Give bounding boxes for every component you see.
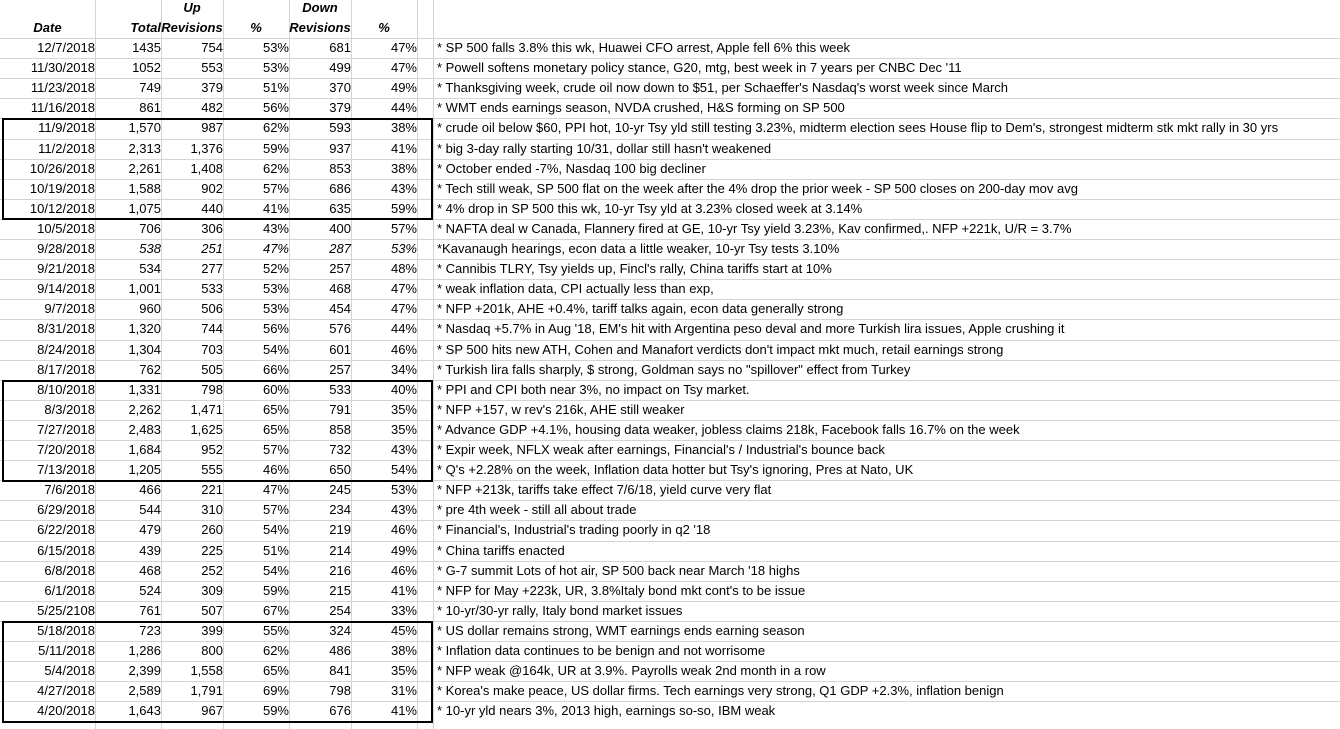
table-row xyxy=(0,58,1340,78)
total-cell[interactable]: 524 xyxy=(139,583,161,598)
up-pct-cell[interactable]: 47% xyxy=(262,241,289,256)
table-row xyxy=(0,259,1340,279)
down-revisions-cell[interactable]: 593 xyxy=(329,120,351,135)
total-cell[interactable]: 1,331 xyxy=(128,382,161,397)
note-cell[interactable]: *Kavanaugh hearings, econ data a little weaker, 10-yr Tsy tests 3.10% xyxy=(437,241,840,256)
up-revisions-cell[interactable]: 440 xyxy=(201,201,223,216)
down-revisions-cell[interactable]: 601 xyxy=(329,342,351,357)
total-cell[interactable]: 1,075 xyxy=(128,201,161,216)
up-pct-cell[interactable]: 66% xyxy=(262,362,289,377)
down-revisions-cell[interactable]: 215 xyxy=(329,583,351,598)
up-revisions-cell[interactable]: 505 xyxy=(201,362,223,377)
group-border xyxy=(2,380,433,482)
total-cell[interactable]: 1,684 xyxy=(128,442,161,457)
up-pct-cell[interactable]: 69% xyxy=(262,683,289,698)
table-row xyxy=(0,98,1340,118)
up-revisions-cell[interactable]: 225 xyxy=(201,543,223,558)
total-cell[interactable]: 2,483 xyxy=(128,422,161,437)
note-cell[interactable]: * 10-yr/30-yr rally, Italy bond market issues xyxy=(437,603,683,618)
up-revisions-cell[interactable]: 987 xyxy=(201,120,223,135)
down-pct-cell[interactable]: 59% xyxy=(390,201,417,216)
date-cell[interactable]: 7/27/2018 xyxy=(37,422,95,437)
note-cell[interactable]: * Powell softens monetary policy stance, G20, mtg, best week in 7 years per CNBC Dec '11 xyxy=(437,60,962,75)
date-cell[interactable]: 6/29/2018 xyxy=(37,502,95,517)
down-pct-cell[interactable]: 43% xyxy=(390,442,417,457)
up-pct-cell[interactable]: 53% xyxy=(262,301,289,316)
total-cell[interactable]: 2,262 xyxy=(128,402,161,417)
down-pct-cell[interactable]: 35% xyxy=(390,422,417,437)
date-cell[interactable]: 4/20/2018 xyxy=(37,703,95,718)
up-pct-cell[interactable]: 59% xyxy=(262,141,289,156)
up-revisions-cell[interactable]: 1,376 xyxy=(190,141,223,156)
up-pct-cell[interactable]: 54% xyxy=(262,522,289,537)
total-cell[interactable]: 439 xyxy=(139,543,161,558)
down-revisions-cell[interactable]: 287 xyxy=(329,241,351,256)
up-pct-cell[interactable]: 57% xyxy=(262,181,289,196)
down-revisions-cell[interactable]: 853 xyxy=(329,161,351,176)
up-pct-cell[interactable]: 54% xyxy=(262,342,289,357)
date-cell[interactable]: 11/16/2018 xyxy=(30,100,95,115)
up-revisions-cell[interactable]: 379 xyxy=(201,80,223,95)
total-cell[interactable]: 1,570 xyxy=(128,120,161,135)
table-row xyxy=(0,520,1340,540)
table-row xyxy=(0,601,1340,621)
down-pct-cell[interactable]: 44% xyxy=(390,100,417,115)
down-header-top: Down xyxy=(302,0,338,15)
table-row xyxy=(0,299,1340,319)
date-cell[interactable]: 6/22/2018 xyxy=(37,522,95,537)
down-revisions-cell[interactable]: 234 xyxy=(329,502,351,517)
note-cell[interactable]: * SP 500 falls 3.8% this wk, Huawei CFO arrest, Apple fell 6% this week xyxy=(437,40,851,55)
date-cell[interactable]: 9/14/2018 xyxy=(37,281,95,296)
up-pct-cell[interactable]: 67% xyxy=(262,603,289,618)
note-cell[interactable]: * Korea's make peace, US dollar firms. Tech earnings very strong, Q1 GDP +2.3%, inflation benign xyxy=(437,683,1004,698)
up-pct-cell[interactable]: 53% xyxy=(262,40,289,55)
up-pct-cell[interactable]: 54% xyxy=(262,563,289,578)
down-pct-cell[interactable]: 47% xyxy=(390,281,417,296)
up-revisions-cell[interactable]: 506 xyxy=(201,301,223,316)
up-revisions-cell[interactable]: 260 xyxy=(201,522,223,537)
total-cell[interactable]: 479 xyxy=(139,522,161,537)
up-revisions-cell[interactable]: 309 xyxy=(201,583,223,598)
note-cell[interactable]: * US dollar remains strong, WMT earnings ends earning season xyxy=(437,623,805,638)
date-cell[interactable]: 7/13/2018 xyxy=(37,462,95,477)
down-revisions-cell[interactable]: 499 xyxy=(329,60,351,75)
date-cell[interactable]: 8/31/2018 xyxy=(37,321,95,336)
note-cell[interactable]: * China tariffs enacted xyxy=(437,543,565,558)
down-revisions-cell[interactable]: 635 xyxy=(329,201,351,216)
up-pct-cell[interactable]: 62% xyxy=(262,161,289,176)
down-pct-cell[interactable]: 48% xyxy=(390,261,417,276)
date-cell[interactable]: 8/3/2018 xyxy=(44,402,95,417)
note-cell[interactable]: * NFP +201k, AHE +0.4%, tariff talks again, econ data generally strong xyxy=(437,301,844,316)
note-cell[interactable]: * 4% drop in SP 500 this wk, 10-yr Tsy yld at 3.23% closed week at 3.14% xyxy=(437,201,863,216)
date-cell[interactable]: 11/2/2018 xyxy=(38,141,95,156)
total-cell[interactable]: 761 xyxy=(139,603,161,618)
total-cell[interactable]: 1,304 xyxy=(128,342,161,357)
header-row-top xyxy=(0,0,1340,18)
down-revisions-cell[interactable]: 468 xyxy=(329,281,351,296)
down-pct-cell[interactable]: 35% xyxy=(390,402,417,417)
down-pct-cell[interactable]: 45% xyxy=(390,623,417,638)
table-row xyxy=(0,239,1340,259)
date-cell[interactable]: 9/7/2018 xyxy=(44,301,95,316)
table-row xyxy=(0,279,1340,299)
note-cell[interactable]: * NFP weak @164k, UR at 3.9%. Payrolls weak 2nd month in a row xyxy=(437,663,826,678)
note-cell[interactable]: * crude oil below $60, PPI hot, 10-yr Tsy yld still testing 3.23%, midterm election sees House flip to Dem's, strongest midterm stk mkt rally in 30 yrs xyxy=(437,120,1279,135)
up-pct-cell[interactable]: 55% xyxy=(262,623,289,638)
down-revisions-cell[interactable]: 400 xyxy=(329,221,351,236)
down-revisions-cell[interactable]: 533 xyxy=(329,382,351,397)
up-revisions-cell[interactable]: 967 xyxy=(201,703,223,718)
up-revisions-cell[interactable]: 1,558 xyxy=(190,663,223,678)
date-cell[interactable]: 11/9/2018 xyxy=(38,120,95,135)
down-revisions-cell[interactable]: 454 xyxy=(329,301,351,316)
date-cell[interactable]: 10/26/2018 xyxy=(29,161,95,176)
up-revisions-cell[interactable]: 221 xyxy=(201,482,223,497)
note-cell[interactable]: * Advance GDP +4.1%, housing data weaker, jobless claims 218k, Facebook falls 16.7% on the week xyxy=(437,422,1020,437)
date-cell[interactable]: 6/8/2018 xyxy=(44,563,95,578)
down-revisions-cell[interactable]: 379 xyxy=(329,100,351,115)
down-revisions-cell[interactable]: 214 xyxy=(329,543,351,558)
total-cell[interactable]: 1435 xyxy=(132,40,161,55)
down-pct-cell[interactable]: 47% xyxy=(390,301,417,316)
down-pct-cell[interactable]: 41% xyxy=(390,703,417,718)
total-cell[interactable]: 749 xyxy=(139,80,161,95)
down-pct-cell[interactable]: 46% xyxy=(390,342,417,357)
down-revisions-cell[interactable]: 254 xyxy=(329,603,351,618)
total-cell[interactable]: 1,001 xyxy=(128,281,161,296)
date-cell[interactable]: 5/25/2108 xyxy=(37,603,95,618)
note-cell[interactable]: * NFP +213k, tariffs take effect 7/6/18, yield curve very flat xyxy=(437,482,772,497)
total-cell[interactable]: 706 xyxy=(139,221,161,236)
total-cell[interactable]: 466 xyxy=(139,482,161,497)
total-cell[interactable]: 960 xyxy=(139,301,161,316)
total-cell[interactable]: 1,643 xyxy=(128,703,161,718)
table-row xyxy=(0,541,1340,561)
down-revisions-header[interactable]: Revisions xyxy=(289,20,351,35)
up-revisions-cell[interactable]: 482 xyxy=(201,100,223,115)
date-cell[interactable]: 10/19/2018 xyxy=(29,181,95,196)
note-cell[interactable]: * Inflation data continues to be benign and not worrisome xyxy=(437,643,766,658)
down-pct-cell[interactable]: 35% xyxy=(390,663,417,678)
total-cell[interactable]: 544 xyxy=(139,502,161,517)
total-cell[interactable]: 534 xyxy=(139,261,161,276)
date-cell[interactable]: 5/4/2018 xyxy=(44,663,95,678)
up-revisions-cell[interactable]: 251 xyxy=(201,241,223,256)
down-pct-cell[interactable]: 49% xyxy=(390,543,417,558)
note-cell[interactable]: * 10-yr yld nears 3%, 2013 high, earnings so-so, IBM weak xyxy=(437,703,776,718)
up-revisions-cell[interactable]: 310 xyxy=(201,502,223,517)
table-row xyxy=(0,319,1340,339)
down-pct-cell[interactable]: 41% xyxy=(390,583,417,598)
note-cell[interactable]: * Cannibis TLRY, Tsy yields up, Fincl's rally, China tariffs start at 10% xyxy=(437,261,832,276)
up-pct-cell[interactable]: 59% xyxy=(262,583,289,598)
header-row xyxy=(0,18,1340,38)
up-revisions-cell[interactable]: 744 xyxy=(201,321,223,336)
date-cell[interactable]: 8/10/2018 xyxy=(37,382,95,397)
down-revisions-cell[interactable]: 650 xyxy=(329,462,351,477)
down-revisions-cell[interactable]: 791 xyxy=(329,402,351,417)
down-revisions-cell[interactable]: 676 xyxy=(329,703,351,718)
note-cell[interactable]: * NFP +157, w rev's 216k, AHE still weaker xyxy=(437,402,685,417)
down-revisions-cell[interactable]: 798 xyxy=(329,683,351,698)
up-pct-cell[interactable]: 47% xyxy=(262,482,289,497)
table-row xyxy=(0,561,1340,581)
up-pct-cell[interactable]: 51% xyxy=(262,80,289,95)
up-pct-cell[interactable]: 56% xyxy=(262,100,289,115)
note-cell[interactable]: * big 3-day rally starting 10/31, dollar still hasn't weakened xyxy=(437,141,772,156)
up-revisions-cell[interactable]: 1,625 xyxy=(190,422,223,437)
up-pct-cell[interactable]: 65% xyxy=(262,422,289,437)
note-cell[interactable]: * weak inflation data, CPI actually less than exp, xyxy=(437,281,714,296)
down-pct-cell[interactable]: 47% xyxy=(390,40,417,55)
up-revisions-cell[interactable]: 1,471 xyxy=(190,402,223,417)
up-revisions-cell[interactable]: 902 xyxy=(201,181,223,196)
note-cell[interactable]: * WMT ends earnings season, NVDA crushed, H&S forming on SP 500 xyxy=(437,100,845,115)
down-pct-cell[interactable]: 41% xyxy=(390,141,417,156)
up-pct-cell[interactable]: 41% xyxy=(262,201,289,216)
down-revisions-cell[interactable]: 324 xyxy=(329,623,351,638)
note-cell[interactable]: * NFP for May +223k, UR, 3.8%Italy bond mkt cont's to be issue xyxy=(437,583,806,598)
note-cell[interactable]: * Turkish lira falls sharply, $ strong, Goldman says no "spillover" effect from Turkey xyxy=(437,362,911,377)
down-pct-cell[interactable]: 40% xyxy=(390,382,417,397)
date-cell[interactable]: 7/20/2018 xyxy=(37,442,95,457)
total-cell[interactable]: 1,320 xyxy=(128,321,161,336)
up-revisions-cell[interactable]: 1,791 xyxy=(190,683,223,698)
total-cell[interactable]: 1,588 xyxy=(128,181,161,196)
up-revisions-cell[interactable]: 800 xyxy=(201,643,223,658)
note-cell[interactable]: * NAFTA deal w Canada, Flannery fired at GE, 10-yr Tsy yield 3.23%, Kav confirmed,. NFP +221k, U/R = 3.7% xyxy=(437,221,1072,236)
total-cell[interactable]: 2,589 xyxy=(128,683,161,698)
down-revisions-cell[interactable]: 732 xyxy=(329,442,351,457)
down-revisions-cell[interactable]: 219 xyxy=(329,522,351,537)
up-revisions-header[interactable]: Revisions xyxy=(161,20,223,35)
total-cell[interactable]: 1,286 xyxy=(128,643,161,658)
note-cell[interactable]: * G-7 summit Lots of hot air, SP 500 back near March '18 highs xyxy=(437,563,800,578)
total-cell[interactable]: 538 xyxy=(139,241,161,256)
down-pct-cell[interactable]: 57% xyxy=(390,221,417,236)
up-pct-cell[interactable]: 65% xyxy=(262,402,289,417)
up-pct-cell[interactable]: 46% xyxy=(262,462,289,477)
table-row xyxy=(0,480,1340,500)
down-pct-cell[interactable]: 53% xyxy=(390,482,417,497)
up-revisions-cell[interactable]: 533 xyxy=(201,281,223,296)
down-pct-cell[interactable]: 46% xyxy=(390,563,417,578)
total-cell[interactable]: 2,261 xyxy=(128,161,161,176)
down-pct-cell[interactable]: 34% xyxy=(390,362,417,377)
down-pct-cell[interactable]: 43% xyxy=(390,181,417,196)
date-cell[interactable]: 9/21/2018 xyxy=(37,261,95,276)
table-row xyxy=(0,219,1340,239)
table-row xyxy=(0,581,1340,601)
date-cell[interactable]: 6/15/2018 xyxy=(37,543,95,558)
note-cell[interactable]: * Q's +2.28% on the week, Inflation data hotter but Tsy's ignoring, Pres at Nato, UK xyxy=(437,462,914,477)
down-pct-cell[interactable]: 31% xyxy=(390,683,417,698)
up-revisions-cell[interactable]: 306 xyxy=(201,221,223,236)
note-cell[interactable]: * Expir week, NFLX weak after earnings, Financial's / Industrial's bounce back xyxy=(437,442,885,457)
up-pct-cell[interactable]: 62% xyxy=(262,643,289,658)
note-cell[interactable]: * Nasdaq +5.7% in Aug '18, EM's hit with Argentina peso deval and more Turkish lira issues, Apple crushing it xyxy=(437,321,1065,336)
date-cell[interactable]: 8/17/2018 xyxy=(37,362,95,377)
up-revisions-cell[interactable]: 703 xyxy=(201,342,223,357)
up-header-top: Up xyxy=(183,0,201,15)
up-pct-header[interactable]: % xyxy=(250,20,262,35)
down-revisions-cell[interactable]: 486 xyxy=(329,643,351,658)
down-pct-cell[interactable]: 49% xyxy=(390,80,417,95)
up-pct-cell[interactable]: 51% xyxy=(262,543,289,558)
up-pct-cell[interactable]: 65% xyxy=(262,663,289,678)
total-cell[interactable]: 861 xyxy=(139,100,161,115)
up-revisions-cell[interactable]: 754 xyxy=(201,40,223,55)
up-revisions-cell[interactable]: 277 xyxy=(201,261,223,276)
up-revisions-cell[interactable]: 252 xyxy=(201,563,223,578)
date-cell[interactable]: 8/24/2018 xyxy=(37,342,95,357)
up-revisions-cell[interactable]: 798 xyxy=(201,382,223,397)
note-cell[interactable]: * Thanksgiving week, crude oil now down to $51, per Schaeffer's Nasdaq's worst week since March xyxy=(437,80,1008,95)
down-revisions-cell[interactable]: 370 xyxy=(329,80,351,95)
date-cell[interactable]: 10/5/2018 xyxy=(37,221,95,236)
table-row xyxy=(0,360,1340,380)
total-cell[interactable]: 2,313 xyxy=(128,141,161,156)
up-pct-cell[interactable]: 59% xyxy=(262,703,289,718)
down-pct-cell[interactable]: 38% xyxy=(390,643,417,658)
note-cell[interactable]: * Financial's, Industrial's trading poorly in q2 '18 xyxy=(437,522,711,537)
down-pct-cell[interactable]: 53% xyxy=(390,241,417,256)
note-cell[interactable]: * PPI and CPI both near 3%, no impact on Tsy market. xyxy=(437,382,750,397)
down-revisions-cell[interactable]: 257 xyxy=(329,362,351,377)
date-cell[interactable]: 5/11/2018 xyxy=(38,643,95,658)
down-pct-cell[interactable]: 46% xyxy=(390,522,417,537)
date-cell[interactable]: 12/7/2018 xyxy=(37,40,95,55)
down-revisions-cell[interactable]: 681 xyxy=(329,40,351,55)
date-cell[interactable]: 5/18/2018 xyxy=(37,623,95,638)
up-revisions-cell[interactable]: 555 xyxy=(201,462,223,477)
up-pct-cell[interactable]: 60% xyxy=(262,382,289,397)
note-cell[interactable]: * Tech still weak, SP 500 flat on the week after the 4% drop the prior week - SP 500 closes on 200-day mov avg xyxy=(437,181,1078,196)
table-row xyxy=(0,340,1340,360)
up-pct-cell[interactable]: 57% xyxy=(262,442,289,457)
down-revisions-cell[interactable]: 858 xyxy=(329,422,351,437)
date-cell[interactable]: 4/27/2018 xyxy=(37,683,95,698)
up-pct-cell[interactable]: 43% xyxy=(262,221,289,236)
up-revisions-cell[interactable]: 952 xyxy=(201,442,223,457)
date-cell[interactable]: 6/1/2018 xyxy=(44,583,95,598)
note-cell[interactable]: * pre 4th week - still all about trade xyxy=(437,502,637,517)
up-pct-cell[interactable]: 57% xyxy=(262,502,289,517)
total-cell[interactable]: 723 xyxy=(139,623,161,638)
group-border xyxy=(2,118,433,220)
down-pct-cell[interactable]: 47% xyxy=(390,60,417,75)
up-pct-cell[interactable]: 53% xyxy=(262,281,289,296)
group-border xyxy=(2,621,433,723)
total-cell[interactable]: 1,205 xyxy=(128,462,161,477)
date-cell[interactable]: 10/12/2018 xyxy=(29,201,95,216)
down-pct-cell[interactable]: 33% xyxy=(390,603,417,618)
date-cell[interactable]: 11/30/2018 xyxy=(30,60,95,75)
up-revisions-cell[interactable]: 507 xyxy=(201,603,223,618)
date-header[interactable]: Date xyxy=(33,20,62,35)
date-cell[interactable]: 11/23/2018 xyxy=(30,80,95,95)
down-revisions-cell[interactable]: 937 xyxy=(329,141,351,156)
down-revisions-cell[interactable]: 576 xyxy=(329,321,351,336)
down-pct-cell[interactable]: 38% xyxy=(390,161,417,176)
date-cell[interactable]: 9/28/2018 xyxy=(37,241,95,256)
up-pct-cell[interactable]: 52% xyxy=(262,261,289,276)
down-revisions-cell[interactable]: 841 xyxy=(329,663,351,678)
note-cell[interactable]: * October ended -7%, Nasdaq 100 big decliner xyxy=(437,161,706,176)
total-cell[interactable]: 762 xyxy=(139,362,161,377)
down-pct-header[interactable]: % xyxy=(378,20,390,35)
down-pct-cell[interactable]: 43% xyxy=(390,502,417,517)
up-pct-cell[interactable]: 53% xyxy=(262,60,289,75)
total-cell[interactable]: 468 xyxy=(139,563,161,578)
down-revisions-cell[interactable]: 257 xyxy=(329,261,351,276)
down-revisions-cell[interactable]: 686 xyxy=(329,181,351,196)
down-pct-cell[interactable]: 44% xyxy=(390,321,417,336)
total-header[interactable]: Total xyxy=(130,20,161,35)
down-pct-cell[interactable]: 54% xyxy=(390,462,417,477)
table-row xyxy=(0,38,1340,58)
up-revisions-cell[interactable]: 1,408 xyxy=(190,161,223,176)
total-cell[interactable]: 1052 xyxy=(132,60,161,75)
note-cell[interactable]: * SP 500 hits new ATH, Cohen and Manafort verdicts don't impact mkt much, retail earnings strong xyxy=(437,342,1004,357)
table-row xyxy=(0,78,1340,98)
up-pct-cell[interactable]: 56% xyxy=(262,321,289,336)
down-pct-cell[interactable]: 38% xyxy=(390,120,417,135)
down-revisions-cell[interactable]: 245 xyxy=(329,482,351,497)
total-cell[interactable]: 2,399 xyxy=(128,663,161,678)
up-revisions-cell[interactable]: 553 xyxy=(201,60,223,75)
up-revisions-cell[interactable]: 399 xyxy=(201,623,223,638)
date-cell[interactable]: 7/6/2018 xyxy=(44,482,95,497)
down-revisions-cell[interactable]: 216 xyxy=(329,563,351,578)
table-row xyxy=(0,500,1340,520)
up-pct-cell[interactable]: 62% xyxy=(262,120,289,135)
